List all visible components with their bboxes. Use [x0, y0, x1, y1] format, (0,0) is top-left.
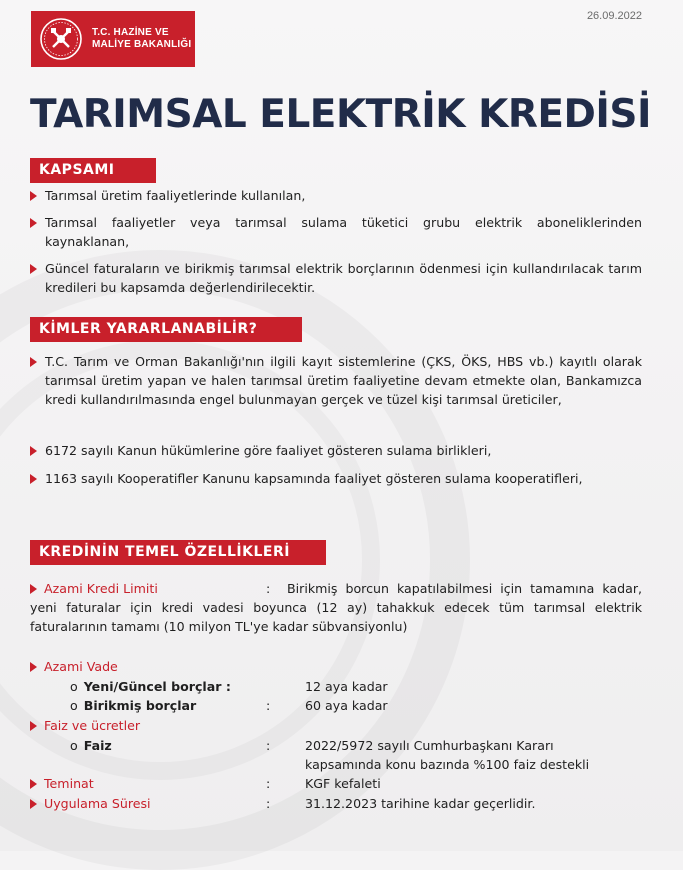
- colon: :: [266, 698, 271, 713]
- faiz-value-line1: 2022/5972 sayılı Cumhurbaşkanı Kararı: [305, 738, 554, 753]
- list-item: [30, 259, 642, 297]
- circle-bullet-icon: o: [70, 738, 78, 753]
- uygulama-value: 31.12.2023 tarihine kadar geçerlidir.: [305, 796, 536, 811]
- list-item: [30, 186, 642, 205]
- faiz-ucretler-row: [30, 716, 642, 735]
- colon: :: [266, 738, 271, 753]
- faiz-value-line2: kapsamında konu bazında %100 faiz destekli: [305, 757, 590, 772]
- uygulama-label: [30, 796, 151, 811]
- colon: :: [266, 776, 271, 791]
- faiz-ucretler-label: [30, 718, 140, 733]
- teminat-label: [30, 776, 94, 791]
- page-title: TARIMSAL ELEKTRİK KREDİSİ: [30, 92, 651, 137]
- bullet-arrow-icon: [30, 779, 37, 789]
- colon: :: [266, 796, 271, 811]
- bullet-arrow-icon: [30, 191, 37, 201]
- yeni-borclar-value: 12 aya kadar: [305, 679, 388, 694]
- bullet-arrow-icon: [30, 799, 37, 809]
- list-item-text: Tarımsal faaliyetler veya tarımsal sulama tüketici grubu elektrik aboneliklerinden kaynaklanan,: [45, 215, 642, 249]
- section-heading-kapsami: KAPSAMI: [30, 158, 156, 183]
- document-date: 26.09.2022: [586, 10, 642, 22]
- bullet-arrow-icon: [30, 446, 37, 456]
- bullet-arrow-icon: [30, 357, 37, 367]
- faiz-label: [70, 736, 112, 755]
- yeni-borclar-label-text: Yeni/Güncel borçlar :: [83, 679, 231, 694]
- ministry-emblem-icon: [39, 17, 83, 61]
- section-heading-kimler: KİMLER YARARLANABİLİR?: [30, 317, 302, 342]
- list-item: [30, 352, 642, 409]
- bullet-arrow-icon: [30, 721, 37, 731]
- azami-kredi-label-text: Azami Kredi Limiti: [44, 581, 158, 596]
- teminat-label-text: Teminat: [44, 776, 94, 791]
- list-item-text: T.C. Tarım ve Orman Bakanlığı'nın ilgili kayıt sistemlerine (ÇKS, ÖKS, HBS vb.) kayıtlı olarak tarımsal üretim yapan ve halen tarımsal üretim faaliyetine devam etmekte olan, Bankamızca kredi kullandırılmasında engel bulunmayan gerçek ve tüzel kişi tarımsal üreticiler,: [45, 354, 642, 407]
- yeni-borclar-label: [70, 677, 231, 696]
- logo-text: [92, 27, 191, 51]
- colon: :: [266, 581, 271, 596]
- list-item-text: 1163 sayılı Kooperatifler Kanunu kapsamında faaliyet gösteren sulama kooperatifleri,: [45, 471, 583, 486]
- list-item-text: Tarımsal üretim faaliyetlerinde kullanılan,: [45, 188, 306, 203]
- logo-line1: T.C. HAZİNE VE: [92, 27, 169, 38]
- azami-kredi-text: Birikmiş borcun kapatılabilmesi için tamamına kadar, yeni faturalar için kredi vadesi boyunca (12 ay) tahakkuk edecek tüm tarımsal elektrik faturalarının tamamı (10 milyon TL'ye kadar sübvansiyonlu): [30, 581, 642, 634]
- list-item: [30, 441, 642, 460]
- azami-vade-label-text: Azami Vade: [44, 659, 118, 674]
- ministry-logo: [31, 11, 195, 67]
- faiz-label-text: Faiz: [83, 738, 112, 753]
- teminat-value: KGF kefaleti: [305, 776, 381, 791]
- circle-bullet-icon: o: [70, 679, 78, 694]
- azami-vade-label: [30, 659, 118, 674]
- uygulama-row: [30, 794, 642, 813]
- list-item-text: Güncel faturaların ve birikmiş tarımsal elektrik borçlarının ödenmesi için kullandırılacak tarım kredileri bu kapsamda değerlendirilecektir.: [45, 261, 642, 295]
- circle-bullet-icon: o: [70, 698, 78, 713]
- logo-line2: MALİYE BAKANLIĞI: [92, 39, 192, 50]
- bullet-arrow-icon: [30, 474, 37, 484]
- birikmis-borclar-label: [70, 696, 196, 715]
- teminat-row: [30, 774, 642, 793]
- list-item: [30, 213, 642, 251]
- faiz-ucretler-label-text: Faiz ve ücretler: [44, 718, 141, 733]
- birikmis-borclar-label-text: Birikmiş borçlar: [83, 698, 197, 713]
- birikmis-borclar-value: 60 aya kadar: [305, 698, 388, 713]
- uygulama-label-text: Uygulama Süresi: [44, 796, 151, 811]
- list-item: [30, 469, 642, 488]
- azami-vade-row: [30, 657, 642, 676]
- bullet-arrow-icon: [30, 264, 37, 274]
- bullet-arrow-icon: [30, 662, 37, 672]
- section-heading-ozellikler: KREDİNİN TEMEL ÖZELLİKLERİ: [30, 540, 326, 565]
- bullet-arrow-icon: [30, 218, 37, 228]
- list-item-text: 6172 sayılı Kanun hükümlerine göre faaliyet gösteren sulama birlikleri,: [45, 443, 492, 458]
